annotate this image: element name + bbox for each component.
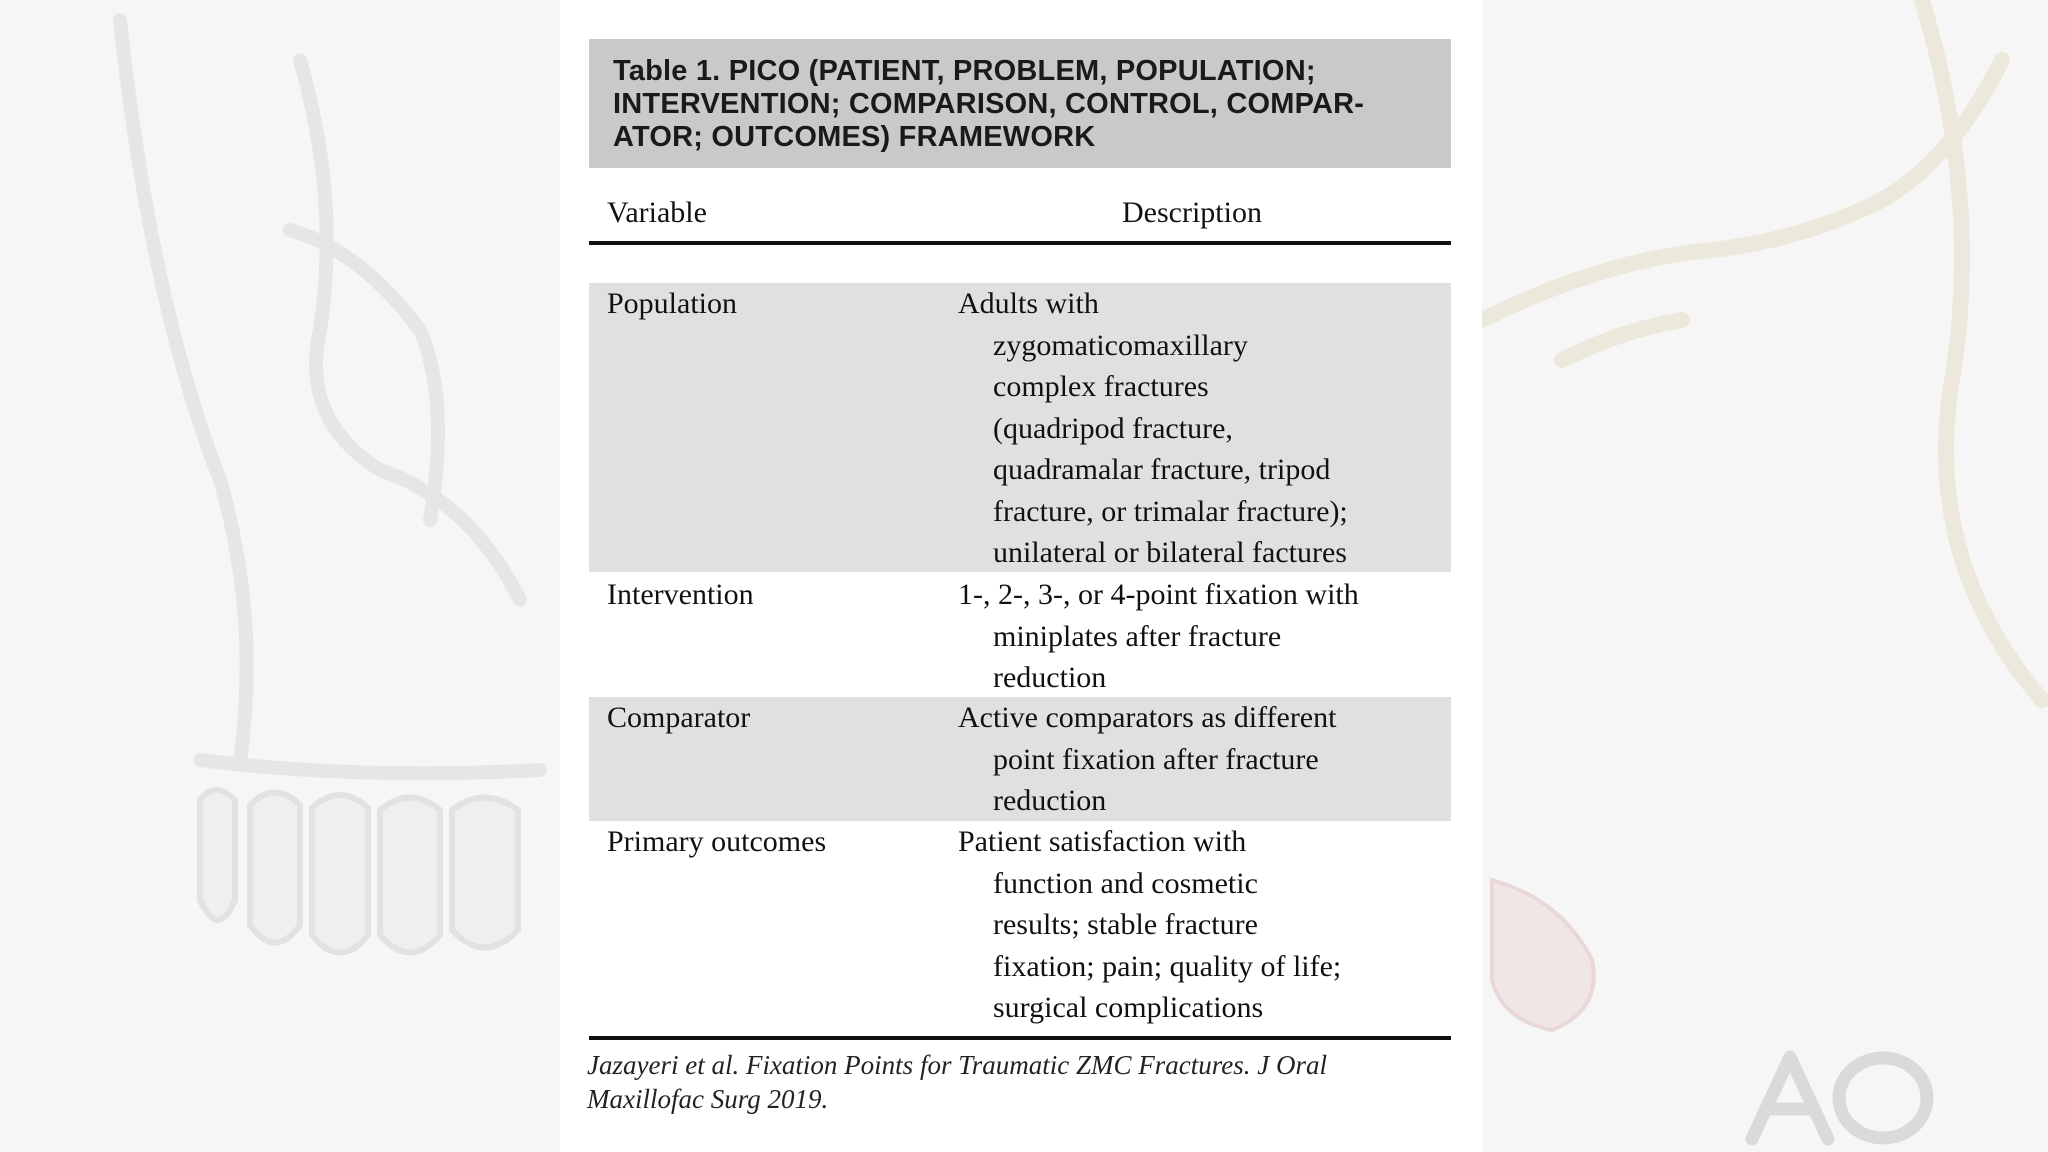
row-variable: Comparator: [607, 701, 751, 734]
skull-illustration-background: [0, 0, 560, 1152]
citation: [587, 1048, 1467, 1116]
table-title-line-3: ATOR; OUTCOMES) FRAMEWORK: [613, 121, 1096, 153]
description-line: fracture, or trimalar fracture);: [993, 494, 1348, 528]
description-line: miniplates after fracture: [993, 619, 1282, 653]
row-variable: Intervention: [607, 578, 754, 611]
description-line: Patient satisfaction with: [958, 825, 1247, 858]
description-line: zygomaticomaxillary: [993, 328, 1248, 362]
description-line: surgical complications: [993, 991, 1264, 1024]
table-row-population: [589, 283, 1451, 572]
table-row-comparator: [589, 697, 1451, 821]
row-variable: Primary outcomes: [607, 825, 827, 858]
description-line: point fixation after fracture: [993, 742, 1319, 776]
header-rule: [589, 241, 1451, 245]
description-line: Active comparators as different: [958, 701, 1337, 734]
description-line: function and cosmetic: [993, 866, 1258, 900]
table-row-primary-outcomes: [589, 821, 1451, 1031]
row-variable: Population: [607, 287, 738, 320]
column-header-description: Description: [1122, 196, 1262, 229]
row-description: [958, 574, 1438, 699]
description-line: (quadripod fracture,: [993, 411, 1233, 445]
column-header-variable: Variable: [607, 196, 707, 229]
table-panel: [560, 0, 1482, 1152]
table-header-row: [589, 192, 1451, 242]
row-description: [958, 821, 1438, 1029]
description-line: reduction: [993, 784, 1107, 817]
row-description: [958, 283, 1438, 574]
citation-line-1: Jazayeri et al. Fixation Points for Traumatic ZMC Fractures. J Oral: [587, 1050, 1327, 1080]
description-line: fixation; pain; quality of life;: [993, 949, 1342, 983]
citation-line-2: Maxillofac Surg 2019.: [587, 1084, 829, 1114]
description-line: reduction: [993, 661, 1107, 694]
table-title-line-2: INTERVENTION; COMPARISON, CONTROL, COMPAR-: [613, 88, 1365, 120]
table-title-box: [589, 39, 1451, 168]
description-line: unilateral or bilateral factures: [993, 536, 1347, 569]
table-title-line-1: Table 1. PICO (PATIENT, PROBLEM, POPULATION;: [613, 55, 1316, 87]
description-line: quadramalar fracture, tripod: [993, 453, 1331, 486]
description-line: complex fractures: [993, 370, 1209, 403]
description-line: Adults with: [958, 287, 1099, 320]
table-row-intervention: [589, 574, 1451, 696]
row-description: [958, 697, 1438, 822]
description-line: 1-, 2-, 3-, or 4-point fixation with: [958, 578, 1359, 611]
skull-illustration-background-right: [1482, 0, 2048, 1152]
ao-logo: [1738, 1043, 1938, 1148]
table-bottom-rule: [589, 1036, 1451, 1040]
description-line: results; stable fracture: [993, 908, 1258, 941]
